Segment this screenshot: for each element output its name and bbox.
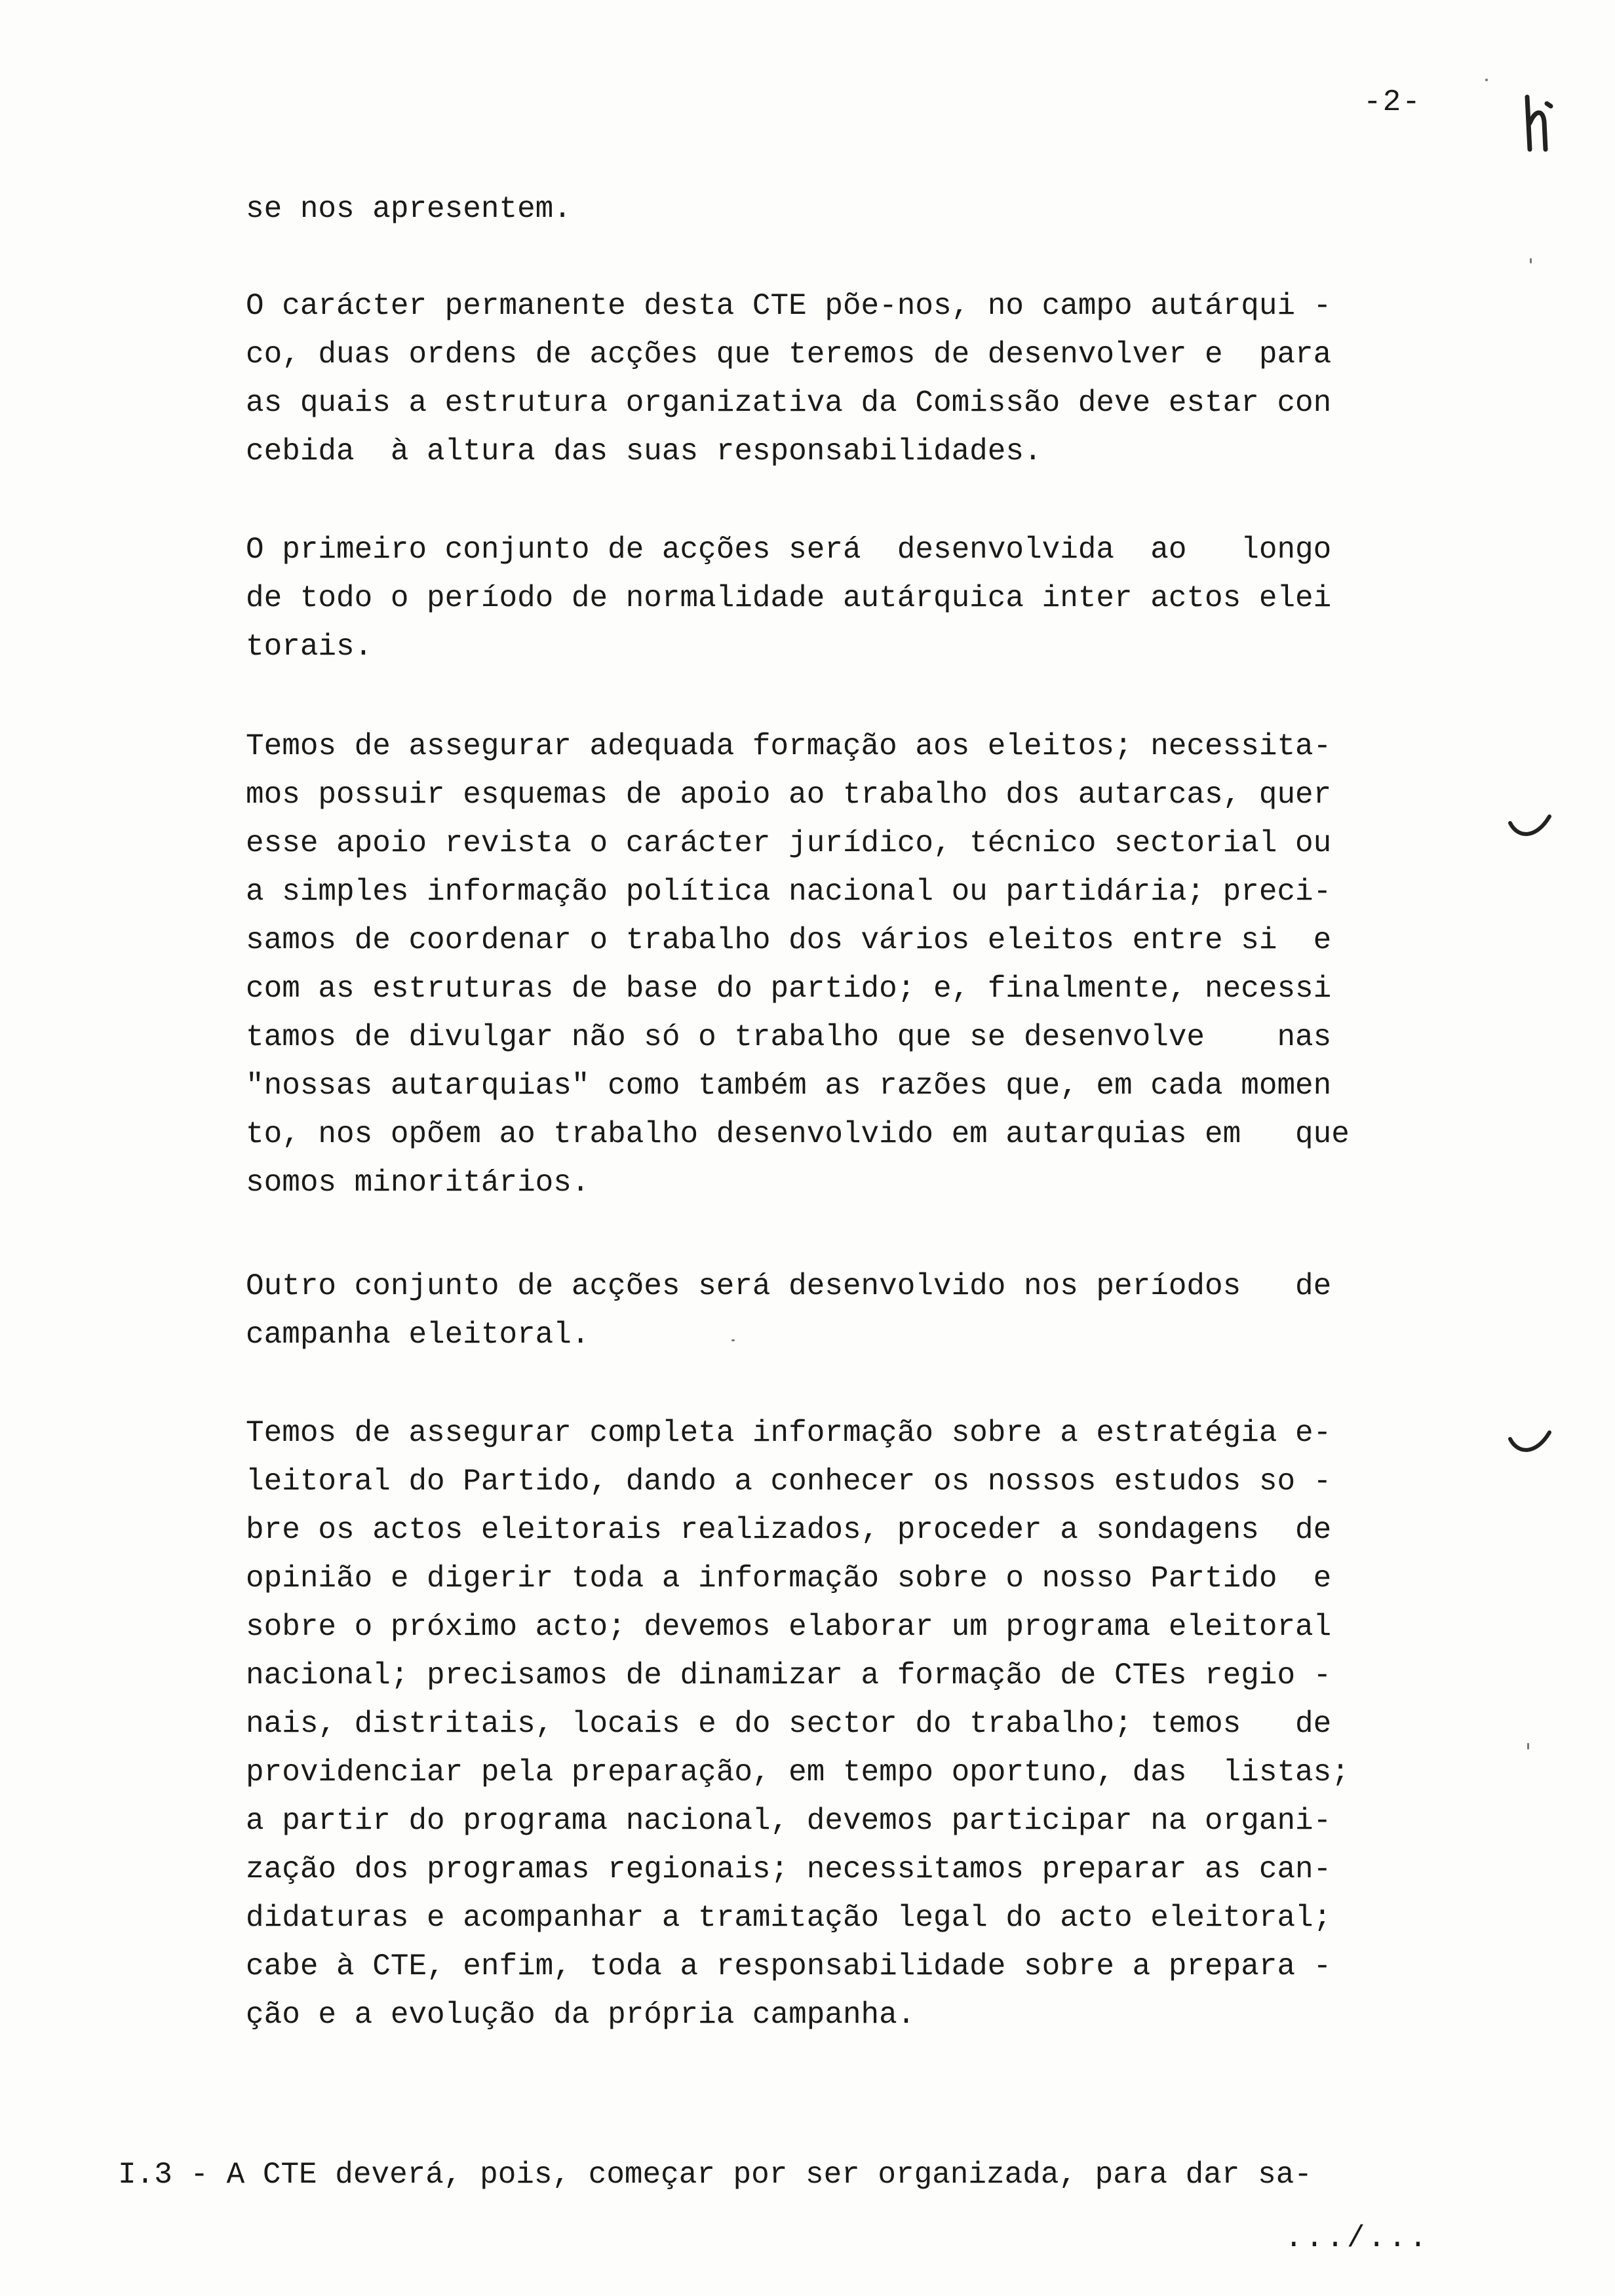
section-line: I.3 - A CTE deverá, pois, começar por ser organizada, para dar sa- — [118, 2158, 1312, 2192]
text-line: cebida à altura das suas responsabilidades. — [246, 434, 1042, 469]
text-line: leitoral do Partido, dando a conhecer os nossos estudos so - — [246, 1464, 1332, 1499]
paragraph-permanent-character — [246, 282, 1419, 476]
text-line: nacional; precisamos de dinamizar a formação de CTEs regio - — [246, 1658, 1332, 1693]
margin-check-mark-icon — [1508, 1428, 1553, 1461]
text-line: Temos de assegurar adequada formação aos eleitos; necessita- — [246, 729, 1332, 763]
text-line: mos possuir esquemas de apoio ao trabalho dos autarcas, quer — [246, 778, 1332, 812]
scan-speck — [1527, 1743, 1529, 1750]
text-line: cabe à CTE, enfim, toda a responsabilidade sobre a prepara - — [246, 1949, 1332, 1983]
text-line: Outro conjunto de acções será desenvolvido nos períodos de — [246, 1269, 1332, 1303]
text-line: samos de coordenar o trabalho dos vários eleitos entre si e — [246, 923, 1332, 957]
section-i3-heading — [118, 2151, 1419, 2199]
scan-speck — [1485, 79, 1488, 81]
handwritten-initials-icon — [1521, 84, 1566, 156]
text-line: com as estruturas de base do partido; e, finalmente, necessi — [246, 972, 1332, 1006]
scan-speck — [1530, 258, 1532, 263]
page-number: -2- — [1363, 85, 1422, 119]
text-line: ção e a evolução da própria campanha. — [246, 1998, 916, 2032]
text-line: torais. — [246, 630, 373, 664]
text-line: se nos apresentem. — [246, 192, 572, 226]
paragraph-second-set-of-actions — [246, 1262, 1419, 1359]
text-line: bre os actos eleitorais realizados, proceder a sondagens de — [246, 1513, 1332, 1547]
text-line: to, nos opõem ao trabalho desenvolvido em autarquias em que — [246, 1117, 1350, 1151]
text-line: co, duas ordens de acções que teremos de desenvolver e para — [246, 337, 1332, 372]
text-line: providenciar pela preparação, em tempo oportuno, das listas; — [246, 1755, 1350, 1789]
text-line: somos minoritários. — [246, 1166, 590, 1200]
text-line: didaturas e acompanhar a tramitação legal do acto eleitoral; — [246, 1901, 1332, 1935]
paragraph-training-and-support — [246, 722, 1419, 1207]
text-line: Temos de assegurar completa informação sobre a estratégia e- — [246, 1416, 1332, 1450]
text-line: O carácter permanente desta CTE põe-nos, no campo autárqui - — [246, 289, 1332, 323]
paragraph-intro — [246, 185, 1419, 233]
text-line: nais, distritais, locais e do sector do trabalho; temos de — [246, 1707, 1332, 1741]
paragraph-first-set-of-actions — [246, 526, 1419, 671]
paragraph-electoral-campaign — [246, 1409, 1419, 2039]
text-line: campanha eleitoral. — [246, 1318, 590, 1352]
text-line: zação dos programas regionais; necessitamos preparar as can- — [246, 1852, 1332, 1886]
text-line: esse apoio revista o carácter jurídico, técnico sectorial ou — [246, 826, 1332, 860]
text-line: sobre o próximo acto; devemos elaborar um programa eleitoral — [246, 1610, 1332, 1644]
continuation-marker: .../... — [1285, 2221, 1430, 2255]
text-line: opinião e digerir toda a informação sobre o nosso Partido e — [246, 1561, 1332, 1596]
text-line: de todo o período de normalidade autárquica inter actos elei — [246, 581, 1332, 615]
text-line: a partir do programa nacional, devemos participar na organi- — [246, 1804, 1332, 1838]
text-line: O primeiro conjunto de acções será desenvolvida ao longo — [246, 533, 1332, 567]
text-line: tamos de divulgar não só o trabalho que se desenvolve nas — [246, 1020, 1332, 1054]
text-line: a simples informação política nacional ou partidária; preci- — [246, 875, 1332, 909]
margin-check-mark-icon — [1508, 813, 1553, 845]
text-line: "nossas autarquias" como também as razões que, em cada momen — [246, 1069, 1332, 1103]
text-line: as quais a estrutura organizativa da Comissão deve estar con — [246, 386, 1332, 420]
